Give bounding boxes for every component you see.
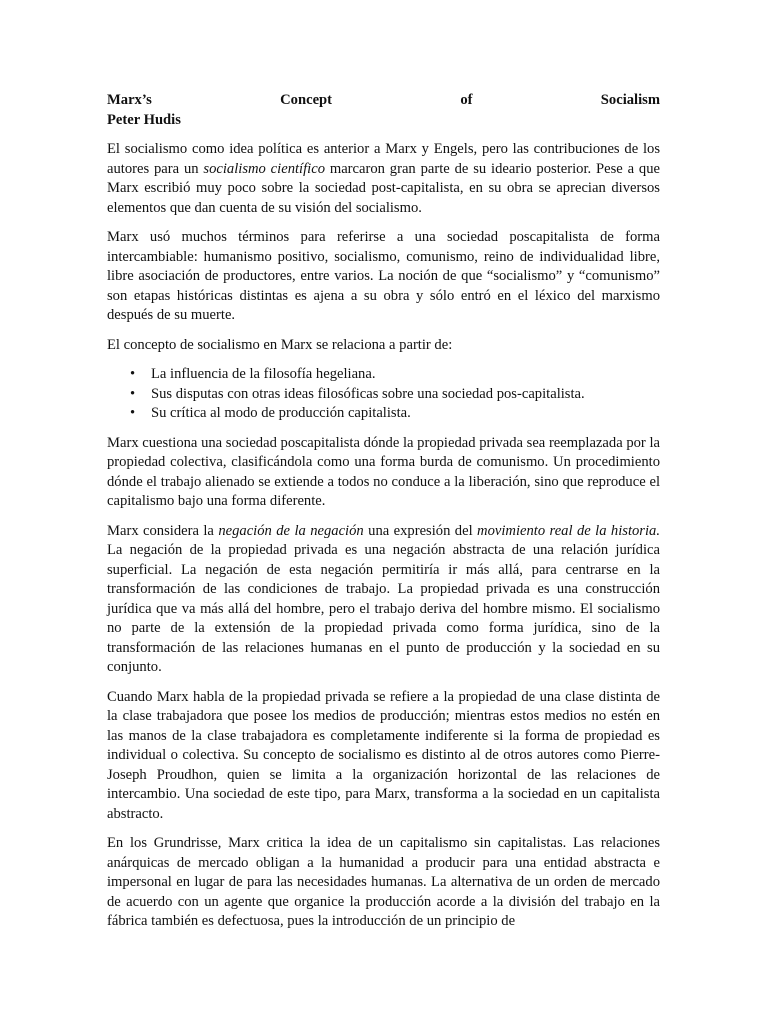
document-title [107,91,660,111]
document-page [107,91,660,942]
list-item-text: Su crítica al modo de producción capitalista. [151,405,411,421]
title-word: Socialism [600,92,660,108]
emphasis-text: socialismo científico [203,160,325,177]
paragraph-6: Cuando Marx habla de la propiedad privada se refiere a la propiedad de una clase distinta de la clase trabajadora que posee los medios de producción; mientras estos medios no estén en las manos de la clase trabajadora es completamente indiferente si la forma de propiedad es individual o colectiva. Su concepto de socialismo es distinto al de otros autores como Pierre-Joseph Proudhon, quien se limita a la organización horizontal de las relaciones de intercambio. Una sociedad de este tipo, para Marx, transforma a la sociedad en un capitalista abstracto. [107,688,660,822]
emphasis-text: negación de la negación [218,522,364,539]
paragraph-text: El socialismo como idea política es anterior a Marx y Engels, pero las contribuciones de los autores para un [107,141,660,177]
list-item [130,404,660,424]
title-word: Marx’s [107,92,152,108]
paragraph-4: Marx cuestiona una sociedad poscapitalista dónde la propiedad privada sea reemplazada por la propiedad colectiva, clasificándola como una forma burda de comunismo. Un procedimiento dónde el trabajo alienado se extiende a todos no conduce a la liberación, sino que reproduce el capitalismo bajo una forma diferente. [107,434,660,509]
bullet-icon: • [130,385,136,402]
title-word: Concept [280,92,333,108]
list-item-text: La influencia de la filosofía hegeliana. [151,366,376,382]
bullet-icon: • [130,366,136,382]
paragraph-3: El concepto de socialismo en Marx se relaciona a partir de: [107,336,453,353]
bullet-icon: • [130,405,136,421]
list-item [130,385,660,405]
list-item [130,365,660,385]
bullet-list [107,365,660,424]
paragraph-7: En los Grundrisse, Marx critica la idea de un capitalismo sin capitalistas. Las relaciones anárquicas de mercado obligan a la humanidad a producir para una entidad abstracta e impersonal en lugar de para las necesidades humanas. La alternativa de un orden de mercado de acuerdo con un agente que organice la producción acorde a la división del trabajo en la fábrica también es defectuosa, pues la introducción de un principio de [107,835,660,929]
title-word: of [460,92,473,108]
paragraph-text: La negación de la propiedad privada es una negación abstracta de una relación jurídica superficial. La negación de esta negación permitiría ir más allá, para centrarse en la transformación de las condiciones de trabajo. La propiedad privada es una construcción jurídica que va más allá del hombre, pero el trabajo deriva del hombre mismo. El socialismo no parte de la extensión de la propiedad privada como forma jurídica, sino de la transformación de las relaciones humanas en el punto de producción y la sociedad en su conjunto. [107,542,660,675]
paragraph-text: Marx considera la [107,522,219,539]
paragraph-text: marcaron gran parte de su ideario posterior. Pese a que Marx escribió muy poco sobre la sociedad post-capitalista, en su obra se aprecian diversos elementos que dan cuenta de su visión del socialismo. [107,160,660,216]
paragraph-1 [107,140,660,218]
emphasis-text: movimiento real de la historia. [477,522,660,539]
paragraph-text: una expresión del [363,522,478,539]
paragraph-5 [107,522,660,678]
document-author: Peter Hudis [107,111,181,128]
list-item-text: Sus disputas con otras ideas filosóficas sobre una sociedad pos-capitalista. [151,385,585,402]
paragraph-2: Marx usó muchos términos para referirse a una sociedad poscapitalista de forma intercambiable: humanismo positivo, socialismo, comunismo, reino de individualidad libre, libre asociación de productores, entre varios. La noción de que “socialismo” y “comunismo” son etapas históricas distintas es ajena a su obra y sólo entró en el léxico del marxismo después de su muerte. [107,229,660,323]
